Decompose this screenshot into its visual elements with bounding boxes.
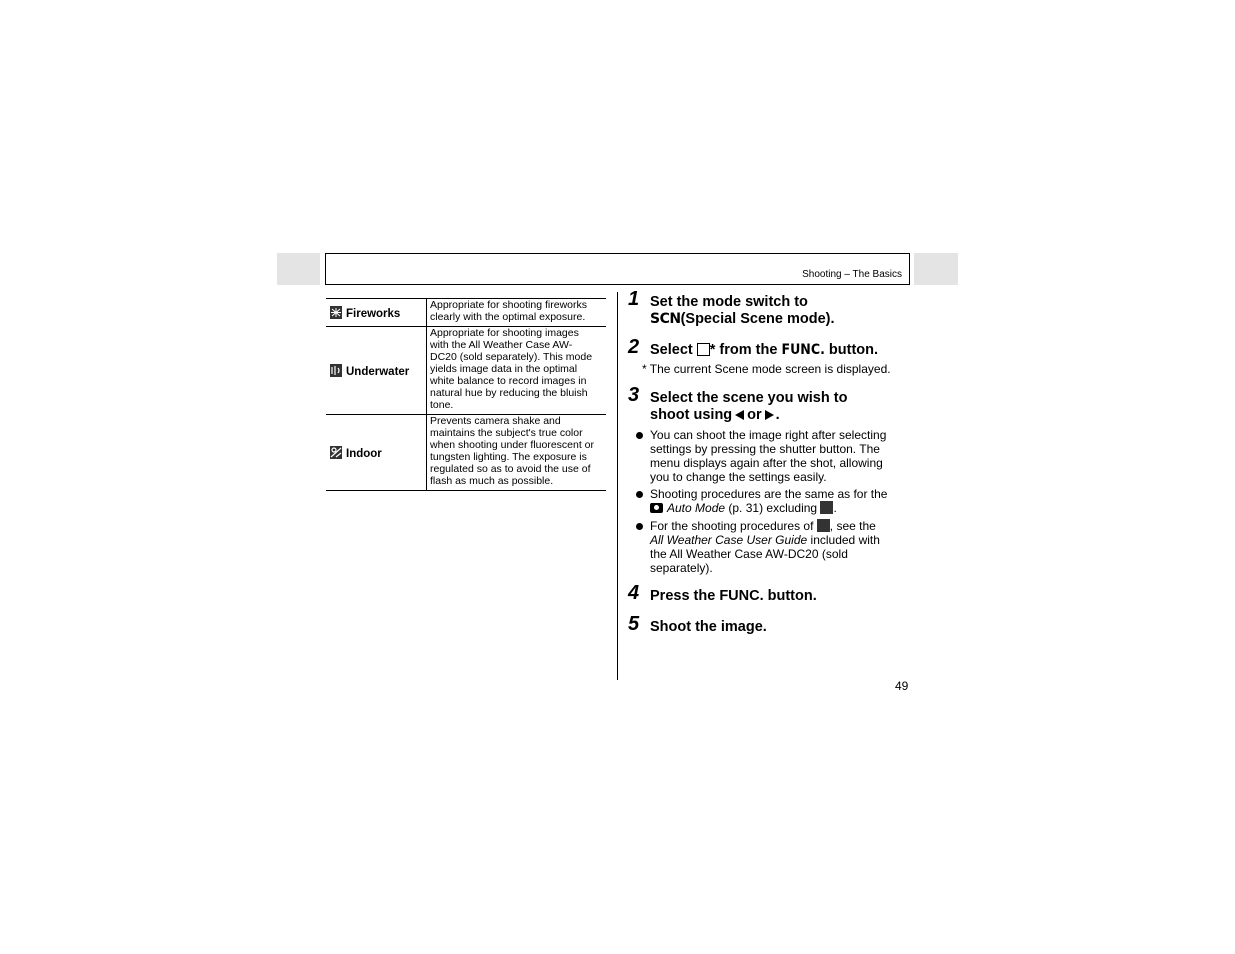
step-line-text: (Special Scene mode).: [680, 311, 835, 327]
bullet-text: [650, 428, 912, 484]
step-line-text: Select: [650, 342, 693, 358]
step-text: [650, 342, 878, 359]
bullet-line-text: (p. 31) excluding: [728, 501, 818, 515]
step-line: [650, 407, 847, 424]
bullet-line: settings by pressing the shutter button. The: [650, 442, 880, 456]
bullet-line: the All Weather Case AW-DC20 (sold: [650, 547, 848, 561]
bullet-icon: [636, 432, 643, 439]
step-text: Shoot the image.: [650, 619, 767, 635]
desc-line: maintains the subject's true color: [430, 427, 583, 439]
step-line-text: or: [747, 407, 762, 423]
step-text: Press the FUNC. button.: [650, 588, 817, 604]
bullet-line-text: included with: [810, 533, 880, 547]
step-number: 2: [628, 336, 640, 358]
desc-line: DC20 (sold separately). This mode: [430, 351, 593, 363]
bullet-icon: [636, 523, 643, 530]
guide-title: All Weather Case User Guide: [650, 533, 808, 547]
bullet-icon: [636, 491, 643, 498]
table-row: [326, 415, 606, 491]
desc-line: with the All Weather Case AW-: [430, 339, 573, 351]
step-line-text: * from the: [709, 342, 778, 358]
scene-mode-table: [326, 298, 606, 491]
step-line: Set the mode switch to: [650, 294, 808, 310]
desc-line: natural hue by reducing the bluish: [430, 387, 588, 399]
desc-line: Prevents camera shake and: [430, 415, 561, 427]
step-line-text: .: [775, 407, 780, 423]
desc-line: flash as much as possible.: [430, 475, 554, 487]
column-divider: [617, 292, 618, 680]
section-title: Shooting – The Basics: [802, 269, 902, 280]
page-header: [325, 253, 910, 285]
bullet-line: separately).: [650, 561, 713, 575]
scene-name: Indoor: [346, 447, 382, 460]
scene-name: Underwater: [346, 365, 410, 378]
desc-line: regulated so as to avoid the use of: [430, 463, 591, 475]
bullet-line: You can shoot the image right after selecting: [650, 428, 887, 442]
desc-line: when shooting under fluorescent or: [430, 439, 595, 451]
scene-name: Fireworks: [346, 307, 401, 320]
desc-line: tone.: [430, 399, 454, 411]
step-text: [650, 294, 835, 328]
bullet-line: [650, 519, 912, 533]
underwater-scene-icon: [820, 501, 833, 514]
scn-mode-symbol: SCN: [650, 311, 681, 327]
right-tab-marker: [914, 253, 958, 285]
bullet-line: Shooting procedures are the same as for the: [650, 487, 888, 501]
desc-line: white balance to record images in: [430, 375, 587, 387]
step-line-text: shoot using: [650, 407, 733, 423]
underwater-scene-icon: [330, 364, 342, 377]
bullet-line-text: .: [833, 501, 837, 515]
scene-description: [427, 327, 607, 415]
left-arrow-icon: [735, 410, 744, 420]
bullet-text: [650, 519, 912, 575]
indoor-scene-icon: [330, 446, 342, 459]
scene-icon: [697, 343, 710, 356]
table-row: [326, 299, 606, 327]
fireworks-scene-icon: [330, 306, 342, 319]
desc-line: yields image data in the optimal: [430, 363, 578, 375]
step-number: 1: [628, 288, 640, 310]
step-text: [650, 390, 847, 424]
step-number: 3: [628, 384, 640, 406]
bullet-line: you to change the settings easily.: [650, 470, 827, 484]
desc-line: Appropriate for shooting fireworks: [430, 299, 587, 311]
scene-name-cell: [326, 327, 427, 415]
step-number: 5: [628, 613, 640, 635]
bullet-line: [650, 501, 912, 515]
auto-mode-text: Auto Mode: [667, 501, 726, 515]
scene-description: [427, 299, 607, 327]
scene-description: [427, 415, 607, 491]
func-button-symbol: FUNC.: [781, 342, 825, 358]
bullet-line-text: For the shooting procedures of: [650, 519, 814, 533]
step-line: Select the scene you wish to: [650, 390, 848, 406]
camera-auto-icon: [650, 503, 663, 513]
bullet-line: menu displays again after the shot, allowing: [650, 456, 883, 470]
page-number: 49: [895, 679, 909, 693]
scene-name-cell: [326, 299, 427, 327]
bullet-line-text: , see the: [829, 519, 876, 533]
step-note: * The current Scene mode screen is displayed.: [642, 362, 891, 376]
step-number: 4: [628, 582, 640, 604]
desc-line: Appropriate for shooting images: [430, 327, 579, 339]
right-arrow-icon: [765, 410, 774, 420]
left-tab-marker: [277, 253, 320, 285]
step-line-text: button.: [828, 342, 879, 358]
bullet-line: [650, 533, 912, 547]
underwater-scene-icon: [817, 519, 830, 532]
desc-line: clearly with the optimal exposure.: [430, 311, 586, 323]
bullet-text: [650, 487, 912, 515]
step-line: [650, 311, 835, 328]
desc-line: tungsten lighting. The exposure is: [430, 451, 587, 463]
scene-name-cell: [326, 415, 427, 491]
table-row: [326, 327, 606, 415]
